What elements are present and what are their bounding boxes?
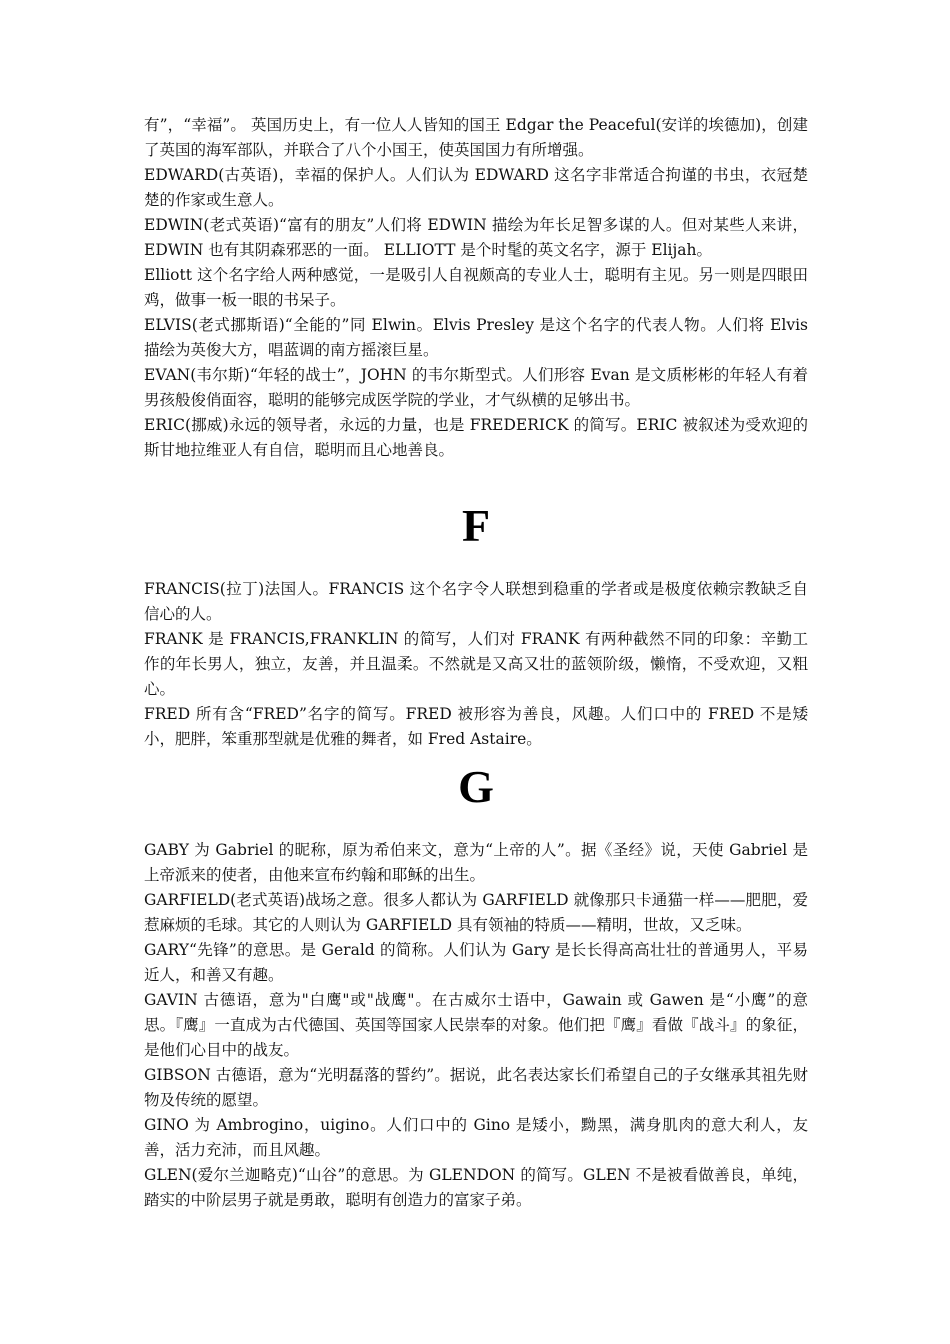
document-page	[144, 113, 808, 1213]
entry-gavin: GAVIN 古德语，意为"白鹰"或"战鹰"。在古威尔士语中，Gawain 或 Gawen 是“小鹰”的意思。『鹰』一直成为古代德国、英国等国家人民崇奉的对象。他们把『鹰』看做『战斗』的象征，是他们心目中的战友。	[144, 991, 808, 1059]
entry-glen: GLEN(爱尔兰迦略克)“山谷”的意思。为 GLENDON 的简写。GLEN 不是被看做善良，单纯，踏实的中阶层男子就是勇敢，聪明有创造力的富家子弟。	[144, 1166, 808, 1209]
entry-gary: GARY“先锋”的意思。是 Gerald 的简称。人们认为 Gary 是长长得高高壮壮的普通男人，平易近人，和善又有趣。	[144, 941, 808, 984]
entry-frank: FRANK 是 FRANCIS,FRANKLIN 的简写，人们对 FRANK 有两种截然不同的印象：辛勤工作的年长男人，独立，友善，并且温柔。不然就是又高又壮的蓝领阶级，懒惰，不受欢迎，又粗心。	[144, 630, 808, 698]
entry-eric: ERIC(挪威)永远的领导者，永远的力量，也是 FREDERICK 的简写。ERIC 被叙述为受欢迎的斯甘地拉维亚人有自信，聪明而且心地善良。	[144, 416, 808, 459]
entry-garfield: GARFIELD(老式英语)战场之意。很多人都认为 GARFIELD 就像那只卡通猫一样——肥肥，爱惹麻烦的毛球。其它的人则认为 GARFIELD 具有领袖的特质——精明，世故，又乏味。	[144, 891, 808, 934]
section-heading-g: G	[458, 761, 494, 812]
entry-gibson: GIBSON 古德语，意为“光明磊落的誓约”。据说，此名表达家长们希望自己的子女继承其祖先财物及传统的愿望。	[144, 1066, 808, 1109]
entry-edgar: 有”，“幸福”。 英国历史上，有一位人人皆知的国王 Edgar the Peaceful(安详的埃德加)，创建了英国的海军部队，并联合了八个小国王，使英国国力有所增强。	[144, 116, 808, 159]
entry-francis: FRANCIS(拉丁)法国人。FRANCIS 这个名字令人联想到稳重的学者或是极度依赖宗教缺乏自信心的人。	[144, 580, 808, 623]
entry-gaby: GABY 为 Gabriel 的昵称，原为希伯来文，意为“上帝的人”。据《圣经》说，天使 Gabriel 是上帝派来的使者，由他来宣布约翰和耶稣的出生。	[144, 841, 808, 884]
entry-elliott: Elliott 这个名字给人两种感觉，一是吸引人自视颇高的专业人士，聪明有主见。另一则是四眼田鸡，做事一板一眼的书呆子。	[144, 266, 808, 309]
entry-gino: GINO 为 Ambrogino，uigino。人们口中的 Gino 是矮小，黝黑，满身肌肉的意大利人，友善，活力充沛，而且风趣。	[144, 1116, 808, 1159]
entry-evan: EVAN(韦尔斯)“年轻的战士”，JOHN 的韦尔斯型式。人们形容 Evan 是文质彬彬的年轻人有着男孩般俊俏面容，聪明的能够完成医学院的学业，才气纵横的足够出书。	[144, 366, 808, 409]
entry-edward: EDWARD(古英语)，幸福的保护人。人们认为 EDWARD 这名字非常适合拘谨的书虫，衣冠楚楚的作家或生意人。	[144, 166, 808, 209]
section-heading-f: F	[461, 500, 491, 551]
entry-edwin: EDWIN(老式英语)“富有的朋友”人们将 EDWIN 描绘为年长足智多谋的人。但对某些人来讲，EDWIN 也有其阴森邪恶的一面。 ELLIOTT 是个时髦的英文名字，源于 Elijah。	[144, 216, 808, 259]
entry-elvis: ELVIS(老式挪斯语)“全能的”同 Elwin。Elvis Presley 是这个名字的代表人物。人们将 Elvis 描绘为英俊大方，唱蓝调的南方摇滚巨星。	[144, 316, 808, 359]
entry-fred: FRED 所有含“FRED”名字的简写。FRED 被形容为善良，风趣。人们口中的 FRED 不是矮小，肥胖，笨重那型就是优雅的舞者，如 Fred Astaire。	[144, 705, 808, 748]
